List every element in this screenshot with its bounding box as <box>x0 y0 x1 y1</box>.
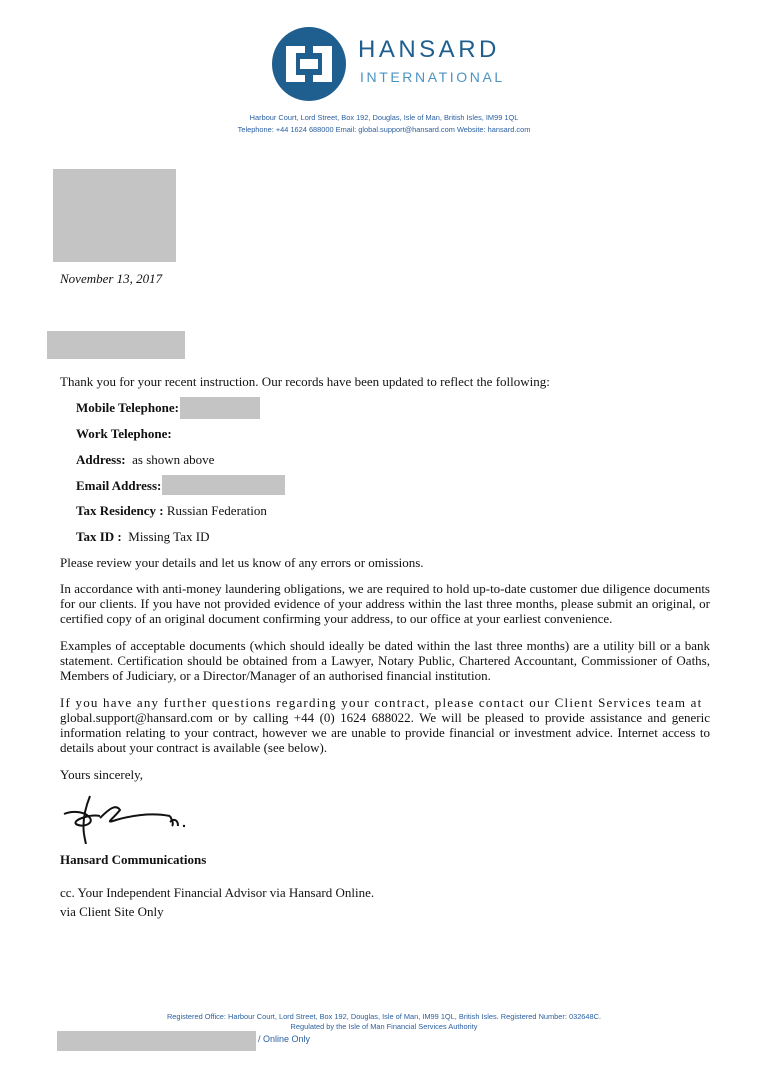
redacted-email-address <box>162 475 285 495</box>
hansard-emblem-icon <box>272 26 348 102</box>
header-address: Harbour Court, Lord Street, Box 192, Douglas, Isle of Man, British Isles, IM99 1QL <box>249 113 519 122</box>
company-logo <box>272 26 505 102</box>
redacted-recipient-address <box>53 169 176 262</box>
work-telephone-row <box>76 426 172 441</box>
tax-id-row <box>76 529 209 544</box>
signatory: Hansard Communications <box>60 852 207 867</box>
questions-paragraph-line1: If you have any further questions regarding your contract, please contact our Client Services team at <box>60 695 703 710</box>
mobile-telephone-row <box>76 400 179 415</box>
address-label: Address: <box>76 452 126 467</box>
questions-paragraph: global.support@hansard.com or by calling +44 (0) 1624 688022. We will be pleased to provide assistance and generic information relating to your contract, however we are unable to provide financial or investment advice. Internet access to details about your contract is available (see below). <box>60 710 710 756</box>
email-address-label: Email Address: <box>76 478 162 493</box>
closing: Yours sincerely, <box>60 767 144 782</box>
tax-id-value: Missing Tax ID <box>128 529 210 544</box>
tax-id-label: Tax ID : <box>76 529 122 544</box>
email-address-row <box>76 478 161 493</box>
address-value: as shown above <box>132 452 215 467</box>
examples-paragraph: Examples of acceptable documents (which should ideally be dated within the last three months) are a utility bill or a bank statement. Certification should be obtained from a Lawyer, Notary Public, Chartered Accountant, Commissioner of Oaths, Members of Judiciary, or a Director/Manager of an authorised financial institution. <box>60 638 710 684</box>
footer-registered-office: Registered Office: Harbour Court, Lord Street, Box 192, Douglas, Isle of Man, IM99 1QL, British Isles. Registered Number: 032648C. <box>166 1012 602 1021</box>
brand-main: HANSARD <box>358 36 500 63</box>
handwritten-signature <box>60 790 200 844</box>
aml-paragraph: In accordance with anti-money laundering obligations, we are required to hold up-to-date customer due diligence documents for our clients. If you have not provided evidence of your address within the last three months, please submit an original, or certified copy of an original document confirming your address, to our office at your earliest convenience. <box>60 581 710 627</box>
redacted-salutation <box>47 331 185 359</box>
via-line: via Client Site Only <box>60 904 164 919</box>
cc-line: cc. Your Independent Financial Advisor via Hansard Online. <box>60 885 375 900</box>
redacted-reference <box>57 1031 256 1051</box>
footer-regulation: Regulated by the Isle of Man Financial Services Authority <box>290 1022 478 1031</box>
work-telephone-label: Work Telephone: <box>76 426 172 441</box>
tax-residency-row <box>76 503 267 518</box>
tax-residency-label: Tax Residency : <box>76 503 164 518</box>
header-contact: Telephone: +44 1624 688000 Email: global.support@hansard.com Website: hansard.com <box>237 125 531 134</box>
address-row <box>76 452 214 467</box>
mobile-telephone-label: Mobile Telephone: <box>76 400 179 415</box>
online-only-label: / Online Only <box>258 1034 311 1044</box>
redacted-mobile-telephone <box>180 397 260 419</box>
review-paragraph: Please review your details and let us know of any errors or omissions. <box>60 555 424 570</box>
intro-paragraph: Thank you for your recent instruction. Our records have been updated to reflect the following: <box>60 374 550 389</box>
tax-residency-value: Russian Federation <box>166 503 267 518</box>
brand-sub: INTERNATIONAL <box>360 69 505 85</box>
letter-date: November 13, 2017 <box>60 271 163 286</box>
